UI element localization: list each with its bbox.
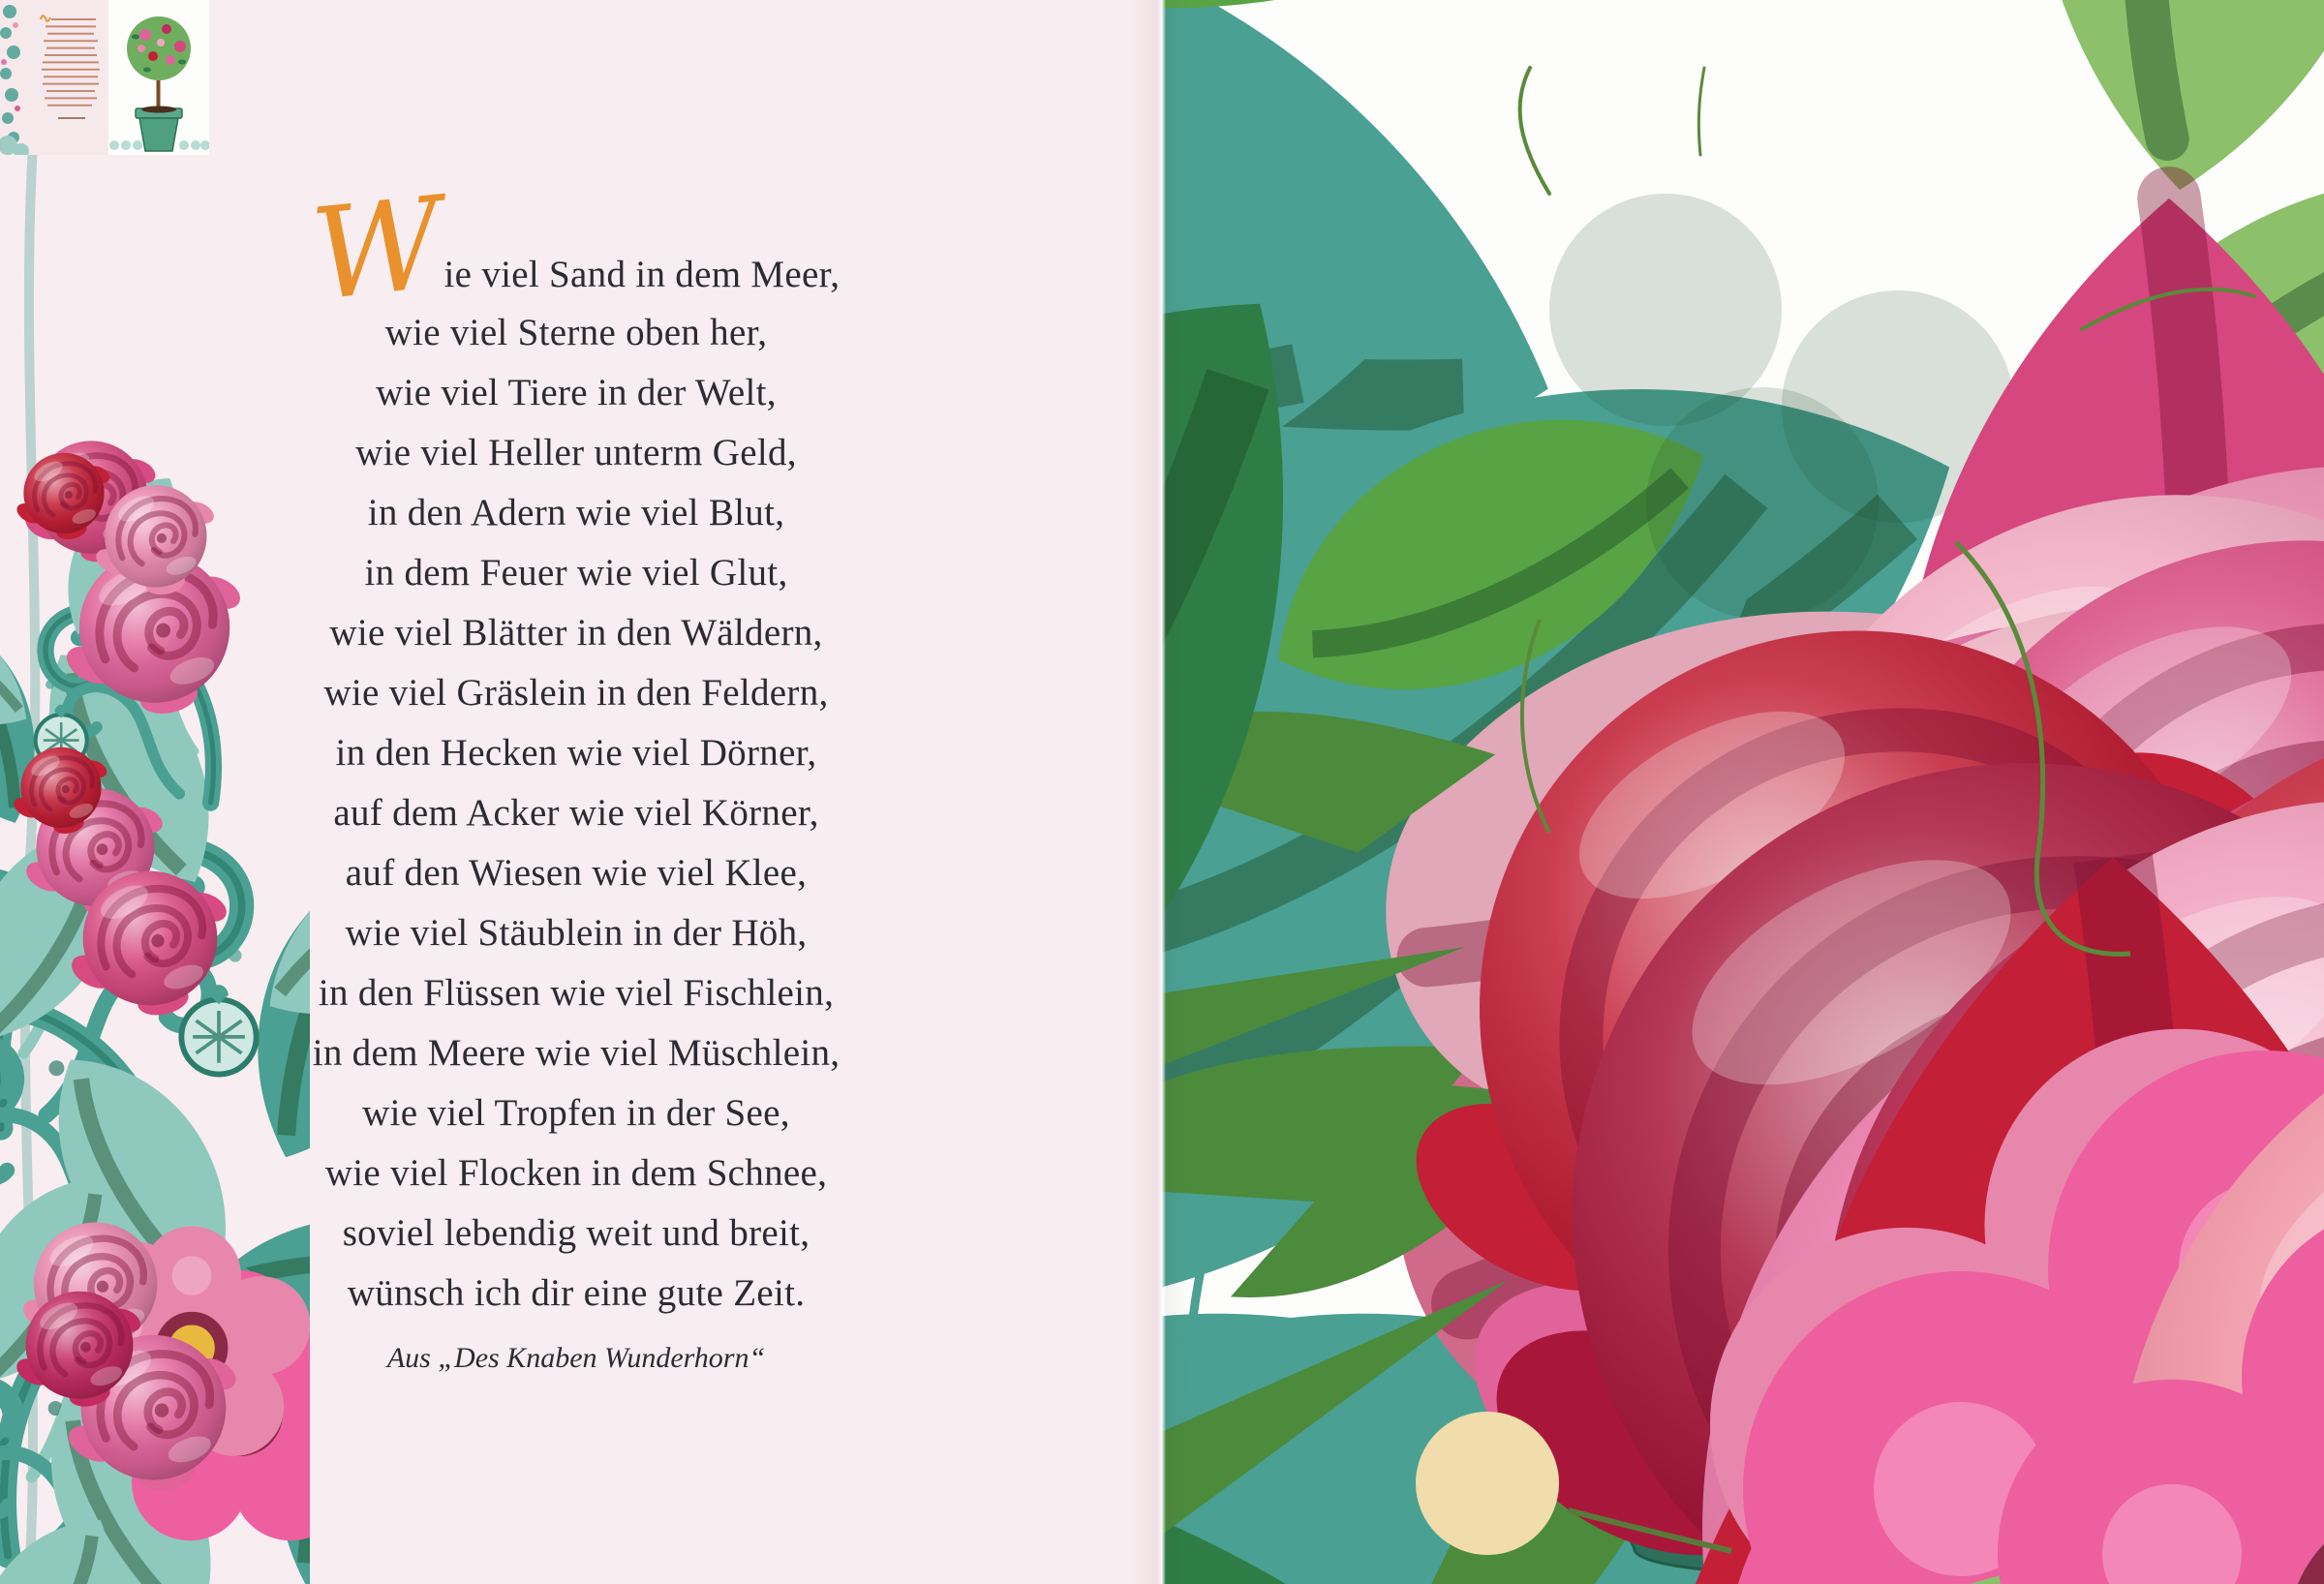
poem-attribution: Aus „Des Knaben Wunderhorn“	[386, 1342, 766, 1374]
poem-line: wie viel Tropfen in der See,	[362, 1092, 790, 1134]
poem-line: wie viel Flocken in dem Schnee,	[324, 1152, 828, 1194]
poem-line	[189, 168, 963, 329]
poem-line-text: ie viel Sand in dem Meer,	[443, 254, 841, 295]
poem-block	[189, 168, 963, 1382]
poem-line: in den Adern wie viel Blut,	[367, 492, 785, 533]
rose-topiary-illustration	[1162, 0, 2324, 1584]
poem-line: wie viel Sterne oben her,	[384, 312, 768, 353]
poem-line: wie viel Gräslein in den Feldern,	[323, 672, 829, 714]
poem-line: wie viel Tiere in der Welt,	[376, 372, 777, 413]
spread-thumbnail	[0, 0, 209, 155]
right-page	[1162, 0, 2324, 1584]
poem-line: in dem Feuer wie viel Glut,	[364, 552, 788, 594]
poem-line: in dem Meere wie viel Müschlein,	[312, 1032, 841, 1074]
poem-line: auf den Wiesen wie viel Klee,	[345, 852, 808, 894]
drop-cap-initial: W	[305, 168, 450, 329]
poem-line: in den Hecken wie viel Dörner,	[335, 732, 817, 774]
poem-line: in den Flüssen wie viel Fischlein,	[318, 972, 835, 1014]
poem-line: auf dem Acker wie viel Körner,	[333, 792, 819, 834]
poem-line: soviel lebendig weit und breit,	[342, 1212, 810, 1254]
poem-line: wünsch ich dir eine gute Zeit.	[347, 1272, 806, 1314]
poem-line: wie viel Heller unterm Geld,	[355, 432, 797, 473]
poem-line: wie viel Stäublein in der Höh,	[345, 912, 808, 954]
poem-line: wie viel Blätter in den Wäldern,	[329, 612, 823, 654]
